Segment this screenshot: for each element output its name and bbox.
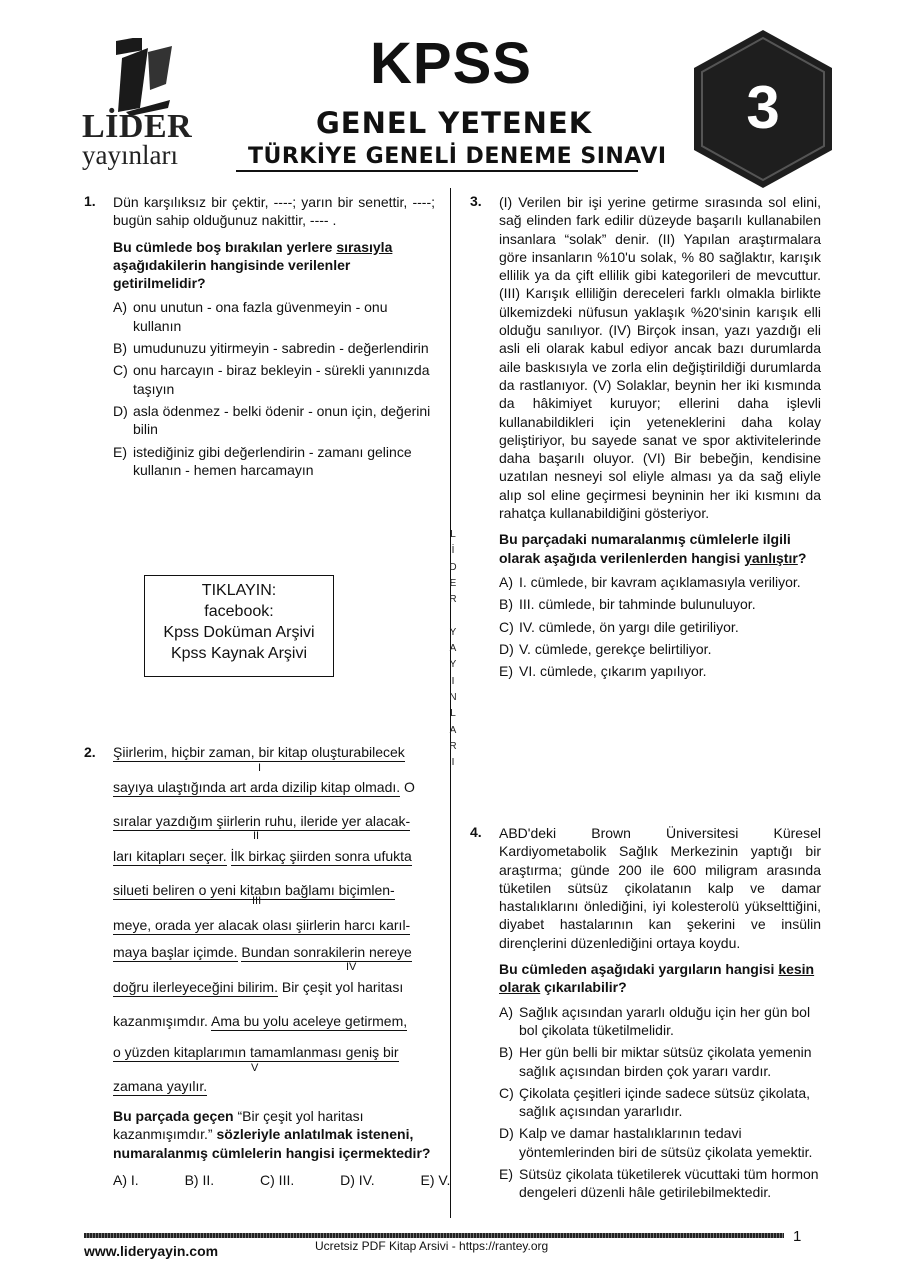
option-b[interactable]: B) Her gün belli bir miktar sütsüz çikolata yemenin sağlık açısından birden çok yararı vardır.	[499, 1044, 812, 1079]
promo-line: facebook:	[204, 603, 274, 620]
option-c[interactable]: C) IV. cümlede, ön yargı dile getiriliyor.	[499, 618, 739, 635]
footer-note: Ucretsiz PDF Kitap Arsivi - https://rantey.org	[315, 1239, 549, 1253]
option-c[interactable]: C) III.	[260, 1172, 295, 1188]
exam-title: KPSS	[370, 31, 532, 96]
question-4	[499, 824, 821, 1206]
passage-line: kazanmışımdır. Ama bu yolu aceleye getirmem,	[113, 1013, 408, 1029]
test-number-badge	[688, 28, 838, 190]
brand-name: LİDER	[82, 108, 193, 145]
side-label-letter: D	[449, 561, 457, 573]
passage-line: zamana yayılır.	[113, 1078, 208, 1094]
option-d[interactable]: D) asla ödenmez - belki ödenir - onun için, değerini bilin	[113, 402, 431, 438]
exam-subtitle: TÜRKİYE GENELİ DENEME SINAVI	[248, 144, 667, 169]
passage-line: meye, orada yer alacak olası şiirlerin harcı karıl-	[113, 917, 411, 933]
side-label-letter: I	[451, 757, 455, 769]
promo-box[interactable]	[144, 575, 334, 677]
option-a[interactable]: A) I.	[113, 1172, 139, 1188]
options-list	[499, 1003, 821, 1202]
option-c[interactable]: C) Çikolata çeşitleri içinde sadece sütsüz çikolata, sağlık açısından yararlıdır.	[499, 1084, 811, 1120]
side-label-letter: A	[449, 643, 457, 655]
brand-sub: yayınları	[82, 140, 178, 170]
option-e[interactable]: E) V.	[420, 1172, 451, 1188]
side-label-letter: R	[449, 740, 457, 752]
passage-line: Şiirlerim, hiçbir zaman, bir kitap oluşturabilecek	[113, 744, 405, 760]
option-b[interactable]: B) III. cümlede, bir tahminde bulunuluyor.	[499, 596, 756, 613]
publisher-logo-text	[82, 110, 192, 169]
options-list	[113, 298, 435, 479]
option-d[interactable]: D) IV.	[340, 1172, 375, 1188]
sentence-marker: II	[253, 830, 260, 842]
side-label-letter: A	[449, 724, 457, 736]
side-label-letter: Y	[449, 626, 457, 638]
option-d[interactable]: D) Kalp ve damar hastalıklarının tedavi yöntemlerinden biri de sütsüz çikolata yemektir.	[499, 1125, 813, 1160]
option-d[interactable]: D) V. cümlede, gerekçe belirtiliyor.	[499, 640, 712, 657]
question-number: 4.	[470, 824, 482, 840]
side-label-letter: R	[449, 594, 457, 606]
side-label-letter: E	[449, 577, 457, 589]
promo-line: Kpss Kaynak Arşivi	[170, 645, 308, 662]
side-publisher-label	[448, 527, 458, 771]
options-list	[499, 573, 821, 680]
answer-row	[113, 1172, 492, 1188]
passage-line: silueti beliren o yeni kitabın bağlamı biçimlen-	[113, 882, 395, 898]
side-label-letter	[448, 608, 458, 624]
option-e[interactable]: E) VI. cümlede, çıkarım yapılıyor.	[499, 663, 707, 680]
question-number: 3.	[470, 193, 482, 209]
option-a[interactable]: A) Sağlık açısından yararlı olduğu için her gün bol bol çikolata tüketilmelidir.	[499, 1003, 811, 1038]
option-a[interactable]: A) onu unutun - ona fazla güvenmeyin - onu kullanın	[113, 299, 388, 334]
passage-line: sayıya ulaştığında art arda dizilip kitap olmadı. O	[113, 779, 415, 795]
option-e[interactable]: E) Sütsüz çikolata tüketilerek vücuttaki tüm hormon dengeleri düzenli hâle getirilebilmektedir.	[499, 1166, 819, 1201]
sentence-marker: V	[251, 1062, 259, 1074]
side-label-letter: İ	[451, 545, 455, 557]
passage-line: maya başlar içimde. Bundan sonrakilerin nereye	[113, 944, 412, 960]
test-number: 3	[746, 74, 780, 141]
option-b[interactable]: B) umudunuzu yitirmeyin - sabredin - değerlendirin	[113, 340, 429, 357]
passage-line: o yüzden kitaplarımın tamamlanması geniş bir	[113, 1044, 399, 1060]
promo-line: TIKLAYIN:	[201, 582, 277, 599]
question-number: 1.	[84, 193, 96, 209]
question-text: (I) Verilen bir işi yerine getirme sırasında sol elini, sağ elinden fark edilir düzeyde başarılı kullanabilen insanlara “solak” denir. (II) Yapılan araştırmalara göre insanların %10'u solak, % 80 sağlaktır, karışık ellilik ya da çift ellilik gibi kategorileri de mevcuttur. (III) Karışık elliliğin dereceleri farklı olmakla birlikte ülkemizdeki nüfusun yaklaşık %20'sinin karışık elli olduğu sanılıyor. (IV) Birçok insan, yazı yazdığı eli asli eli olarak kabul ediyor ancak bazı durumlarda aile baskısıyla ve zorla elin değiştirildiği durumlarda da rastlanıyor. (V) Solaklar, beynin her iki kısmında da hâkimiyet kuruyor; ellerini daha işlevli kullanabildikleri için yeteneklerini daha kolay geliştiriyor, bu sayede sanat ve spor aktivitelerinde daha başarılı oluyor. (VI) Bir bebeğin, kendisine uzatılan nesneyi sol eliyle alması ya da sağ eliyle alıp sol eline geçirmesi beyninin her iki kısmını da rahatça kullanabildiğini gösteriyor.	[499, 194, 821, 522]
side-label-letter: I	[451, 675, 455, 687]
passage-line: sıralar yazdığım şiirlerin ruhu, ileride yer alacak-	[113, 813, 411, 829]
side-label-letter: Y	[449, 659, 457, 671]
side-label-letter: L	[450, 708, 456, 720]
lider-logo-icon	[110, 38, 180, 116]
header-rule	[236, 170, 638, 172]
question-stem: Bu cümleden aşağıdaki yargıların hangisi kesin olarak çıkarılabilir?	[499, 961, 815, 996]
question-1	[113, 193, 435, 483]
option-e[interactable]: E) istediğiniz gibi değerlendirin - zamanı gelince kullanın - hemen harcamayın	[113, 443, 412, 478]
section-title: GENEL YETENEK	[316, 106, 593, 140]
side-label-letter: L	[450, 529, 456, 540]
passage-line: ları kitapları seçer. İlk birkaç şiirden sonra ufukta	[113, 848, 412, 864]
option-b[interactable]: B) II.	[184, 1172, 215, 1188]
option-c[interactable]: C) onu harcayın - biraz bekleyin - sürekli yanınızda taşıyın	[113, 362, 430, 397]
passage-line: doğru ilerleyeceğini bilirim. Bir çeşit yol haritası	[113, 979, 404, 995]
sentence-marker: III	[252, 895, 262, 907]
sentence-marker: IV	[346, 961, 357, 973]
question-number: 2.	[84, 744, 96, 760]
question-3	[499, 193, 821, 684]
sentence-marker: I	[258, 762, 262, 774]
question-stem: Bu cümlede boş bırakılan yerlere sırasıyla aşağıdakilerin hangisinde verilenler getirilmelidir?	[113, 238, 393, 292]
publisher-url[interactable]: www.lideryayin.com	[84, 1243, 219, 1259]
question-text: ABD'deki Brown Üniversitesi Küresel Kardiyometabolik Sağlık Merkezinin yaptığı bir araştırma; günde 200 ile 600 miligram arasında tüketilen sütsüz çikolatanın kalp ve damar hastalıklarını önlediğini, iyi kolesterolü yükselttiğini, diyabet hastalarının kan şekerini ve insülin dirençlerini düzenlediğini ortaya koydu.	[499, 825, 821, 951]
footer-bar	[84, 1233, 784, 1238]
side-label-letter: N	[449, 691, 457, 703]
page-number: 1	[793, 1228, 802, 1245]
question-stem: Bu parçadaki numaralanmış cümlelerle ilgili olarak aşağıda verilenlerden hangisi yanlıştır?	[499, 531, 807, 566]
question-stem: Bu parçada geçen “Bir çeşit yol haritası kazanmışımdır.” sözleriyle anlatılmak isteneni, numaralanmış cümlelerin hangisi içermektedir?	[113, 1108, 431, 1161]
promo-line: Kpss Doküman Arşivi	[163, 624, 315, 641]
question-text: Dün karşılıksız bir çektir, ----; yarın bir senettir, ----; bugün sahip olduğunuz nakittir, ---- .	[113, 194, 435, 229]
option-a[interactable]: A) I. cümlede, bir kavram açıklamasıyla veriliyor.	[499, 573, 801, 590]
